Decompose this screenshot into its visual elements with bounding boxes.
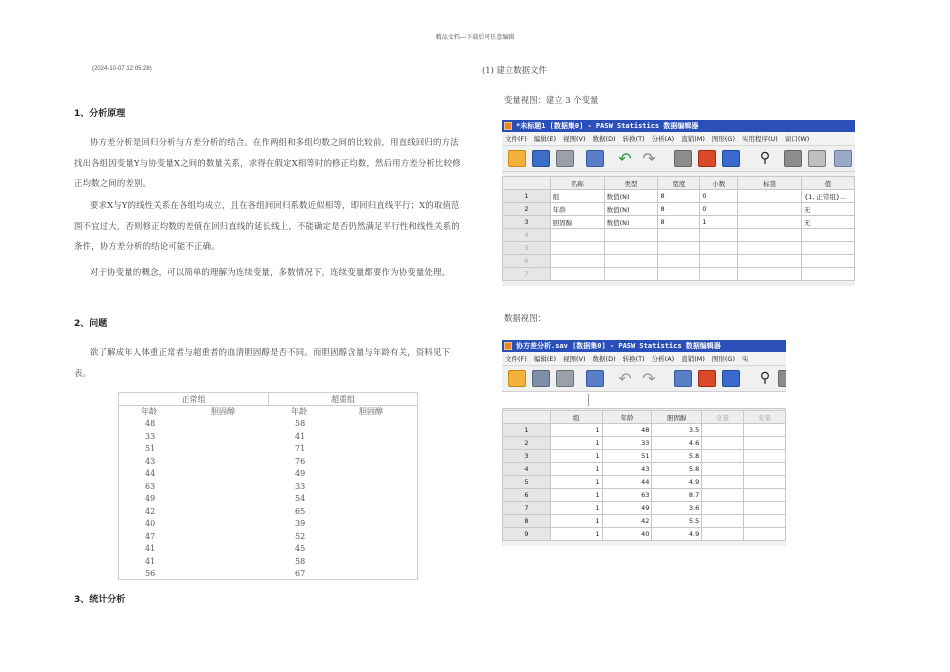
row-number[interactable]: 4 bbox=[503, 463, 551, 476]
variable-row bbox=[503, 203, 855, 216]
cholesterol-cell[interactable]: 4.9 bbox=[652, 528, 702, 541]
print-icon[interactable] bbox=[556, 150, 574, 167]
col-header-width[interactable]: 宽度 bbox=[658, 177, 700, 190]
menu-item[interactable]: 分析(A) bbox=[651, 135, 675, 143]
row-number[interactable]: 5 bbox=[503, 476, 551, 489]
normal-age-cell: 43 bbox=[145, 456, 156, 466]
group-cell[interactable]: 1 bbox=[550, 463, 602, 476]
window-title-bar bbox=[502, 120, 855, 132]
overweight-age-cell: 41 bbox=[295, 431, 306, 441]
empty-cell[interactable] bbox=[702, 476, 744, 489]
section2-paragraph: 欲了解成年人体重正常者与超重者的血清胆固醇是否不同。而胆固醇含量与年龄有关，资料见下表。 bbox=[74, 347, 451, 378]
undo-icon[interactable]: ↶ bbox=[618, 149, 632, 168]
variable-view-caption: 变量视图：建立 3 个变量 bbox=[504, 95, 599, 105]
open-folder-icon[interactable] bbox=[508, 150, 526, 167]
normal-age-cell: 48 bbox=[145, 419, 156, 428]
goto-case-icon[interactable] bbox=[674, 150, 692, 167]
normal-age-cell: 63 bbox=[145, 481, 156, 491]
menu-item[interactable]: 文件(F) bbox=[505, 135, 527, 143]
menu-item[interactable]: 图形(G) bbox=[711, 355, 735, 363]
normal-age-header: 年龄 bbox=[141, 407, 157, 416]
empty-cell[interactable] bbox=[801, 255, 854, 268]
empty-cell[interactable] bbox=[700, 268, 738, 281]
timestamp: (2024-10-07 12:05:28) bbox=[92, 66, 152, 72]
variable-view-grid bbox=[502, 176, 855, 281]
empty-cell[interactable] bbox=[702, 502, 744, 515]
col-header-label[interactable]: 标签 bbox=[738, 177, 802, 190]
empty-variable-row bbox=[503, 242, 855, 255]
overweight-age-cell: 49 bbox=[295, 469, 306, 478]
group-cell[interactable]: 1 bbox=[550, 450, 602, 463]
goto-case-icon[interactable] bbox=[674, 370, 692, 387]
empty-cell[interactable] bbox=[801, 242, 854, 255]
variable-type-cell[interactable]: 数值(N) bbox=[604, 203, 658, 216]
menu-item[interactable]: 文件(F) bbox=[505, 355, 527, 363]
empty-cell[interactable] bbox=[702, 528, 744, 541]
variable-type-cell[interactable]: 数值(N) bbox=[604, 216, 658, 229]
find-icon[interactable]: ⚲ bbox=[759, 150, 771, 166]
overweight-age-cell: 33 bbox=[295, 481, 306, 491]
row-number[interactable]: 7 bbox=[503, 502, 551, 515]
row-number[interactable]: 5 bbox=[503, 242, 551, 255]
menu-item[interactable]: 图形(G) bbox=[711, 135, 735, 143]
col-header-cholesterol[interactable]: 胆固醇 bbox=[652, 411, 702, 424]
empty-cell[interactable] bbox=[702, 424, 744, 437]
variable-name-cell[interactable]: 年龄 bbox=[550, 203, 604, 216]
variable-values-cell[interactable]: 无 bbox=[801, 216, 854, 229]
redo-icon[interactable]: ↷ bbox=[642, 369, 656, 388]
document-header-note: 精品文档---下载后可任意编辑 bbox=[435, 34, 515, 41]
case-row bbox=[503, 437, 786, 450]
menu-item[interactable]: 转换(T) bbox=[622, 355, 645, 363]
col-header-age[interactable]: 年龄 bbox=[602, 411, 652, 424]
empty-cell[interactable] bbox=[702, 463, 744, 476]
menu-item[interactable]: 数据(D) bbox=[592, 355, 616, 363]
variables-icon[interactable] bbox=[722, 370, 740, 387]
goto-variable-icon[interactable] bbox=[698, 150, 716, 167]
dialog-recall-icon[interactable] bbox=[586, 150, 604, 167]
empty-cell[interactable] bbox=[658, 255, 700, 268]
empty-cell[interactable] bbox=[550, 255, 604, 268]
age-cell[interactable]: 44 bbox=[602, 476, 652, 489]
normal-cholesterol-header: 胆固醇 bbox=[211, 407, 235, 416]
menu-item[interactable]: 视图(V) bbox=[563, 135, 586, 143]
empty-cell[interactable] bbox=[801, 229, 854, 242]
data-view-grid bbox=[502, 410, 786, 541]
case-row bbox=[503, 502, 786, 515]
menu-item[interactable]: 数据(D) bbox=[592, 135, 616, 143]
overweight-age-cell: 39 bbox=[295, 519, 306, 528]
variable-name-cell[interactable]: 组 bbox=[550, 190, 604, 203]
empty-cell[interactable] bbox=[702, 437, 744, 450]
cholesterol-cell[interactable]: 5.8 bbox=[652, 463, 702, 476]
section2-heading: 2、问题 bbox=[74, 319, 108, 329]
age-cell[interactable]: 33 bbox=[602, 437, 652, 450]
menu-item[interactable]: 分析(A) bbox=[651, 355, 675, 363]
row-number[interactable]: 2 bbox=[503, 437, 551, 450]
overweight-age-cell: 58 bbox=[295, 419, 306, 428]
empty-cell[interactable] bbox=[702, 489, 744, 502]
empty-cell[interactable] bbox=[702, 450, 744, 463]
empty-cell[interactable] bbox=[744, 463, 786, 476]
row-number[interactable]: 9 bbox=[503, 528, 551, 541]
empty-cell[interactable] bbox=[744, 489, 786, 502]
row-number[interactable]: 6 bbox=[503, 489, 551, 502]
cholesterol-cell[interactable]: 4.6 bbox=[652, 437, 702, 450]
age-cell[interactable]: 40 bbox=[602, 528, 652, 541]
split-file-icon[interactable] bbox=[778, 370, 786, 387]
overweight-age-column bbox=[295, 418, 305, 581]
empty-cell[interactable] bbox=[738, 255, 802, 268]
empty-cell[interactable] bbox=[604, 229, 658, 242]
empty-cell[interactable] bbox=[604, 242, 658, 255]
col-header-decimals[interactable]: 小数 bbox=[700, 177, 738, 190]
menu-item[interactable]: 窗口(W) bbox=[784, 135, 810, 143]
col-header-var-empty-1[interactable]: 变量 bbox=[702, 411, 744, 424]
save-icon[interactable] bbox=[532, 150, 550, 167]
toolbar bbox=[502, 366, 786, 392]
menu-item[interactable]: 直销(M) bbox=[681, 135, 705, 143]
case-row bbox=[503, 528, 786, 541]
cell-editor-divider bbox=[588, 394, 589, 406]
empty-cell[interactable] bbox=[744, 437, 786, 450]
row-number[interactable]: 3 bbox=[503, 216, 551, 229]
spss-variable-view-window bbox=[502, 120, 855, 286]
overweight-age-cell: 65 bbox=[295, 506, 306, 516]
normal-age-cell: 42 bbox=[145, 506, 156, 516]
group-normal-header: 正常组 bbox=[119, 393, 269, 406]
row-number[interactable]: 8 bbox=[503, 515, 551, 528]
normal-age-cell: 41 bbox=[145, 544, 156, 553]
overweight-age-cell: 54 bbox=[295, 494, 306, 503]
spss-app-icon bbox=[504, 122, 512, 130]
empty-cell[interactable] bbox=[738, 268, 802, 281]
menu-bar bbox=[502, 352, 786, 366]
open-folder-icon[interactable] bbox=[508, 370, 526, 387]
group-cell[interactable]: 1 bbox=[550, 528, 602, 541]
col-header-type[interactable]: 类型 bbox=[604, 177, 658, 190]
menu-item[interactable]: 视图(V) bbox=[563, 355, 586, 363]
empty-cell[interactable] bbox=[744, 528, 786, 541]
case-row bbox=[503, 489, 786, 502]
variable-row bbox=[503, 216, 855, 229]
variable-label-cell[interactable] bbox=[738, 216, 802, 229]
variable-label-cell[interactable] bbox=[738, 190, 802, 203]
redo-icon[interactable]: ↷ bbox=[642, 149, 656, 168]
case-row bbox=[503, 450, 786, 463]
empty-cell[interactable] bbox=[604, 268, 658, 281]
menu-item[interactable]: 实用程序(U) bbox=[741, 135, 778, 143]
empty-cell[interactable] bbox=[658, 268, 700, 281]
overweight-age-cell: 45 bbox=[295, 544, 306, 553]
empty-cell[interactable] bbox=[738, 229, 802, 242]
empty-variable-row bbox=[503, 268, 855, 281]
empty-cell[interactable] bbox=[550, 242, 604, 255]
menu-item[interactable]: 转换(T) bbox=[622, 135, 645, 143]
window-title-bar bbox=[502, 340, 786, 352]
row-number[interactable]: 1 bbox=[503, 424, 551, 437]
cholesterol-cell[interactable]: 5.8 bbox=[652, 450, 702, 463]
spss-app-icon bbox=[504, 342, 512, 350]
normal-age-cell: 33 bbox=[145, 431, 156, 441]
variables-icon[interactable] bbox=[722, 150, 740, 167]
undo-icon[interactable]: ↶ bbox=[618, 369, 632, 388]
save-icon[interactable] bbox=[532, 370, 550, 387]
empty-cell[interactable] bbox=[744, 450, 786, 463]
age-cell[interactable]: 43 bbox=[602, 463, 652, 476]
age-cell[interactable]: 48 bbox=[602, 424, 652, 437]
variable-decimals-cell[interactable]: 0 bbox=[700, 190, 738, 203]
section1-paragraph-1: 协方差分析是回归分析与方差分析的结合。在作两组和多组均数之间的比较前，用直线回归的方法找出各组因变量Y与协变量X之间的数量关系，求得在假定X相等时的修正均数，然后用方差分析比较修正均数之间的差别。 bbox=[74, 137, 461, 188]
window-title: *未标题1 [数据集0] - PASW Statistics 数据编辑器 bbox=[516, 122, 699, 130]
empty-cell[interactable] bbox=[550, 268, 604, 281]
group-cell[interactable]: 1 bbox=[550, 424, 602, 437]
case-row bbox=[503, 424, 786, 437]
normal-age-cell: 49 bbox=[145, 494, 156, 503]
menu-bar bbox=[502, 132, 855, 146]
empty-cell[interactable] bbox=[700, 229, 738, 242]
age-cell[interactable]: 49 bbox=[602, 502, 652, 515]
variable-label-cell[interactable] bbox=[738, 203, 802, 216]
print-icon[interactable] bbox=[556, 370, 574, 387]
weight-cases-icon[interactable] bbox=[808, 150, 826, 167]
split-file-icon[interactable] bbox=[784, 150, 802, 167]
empty-cell[interactable] bbox=[658, 229, 700, 242]
variable-width-cell[interactable]: 8 bbox=[658, 203, 700, 216]
data-view-caption: 数据视图： bbox=[504, 313, 546, 323]
overweight-cholesterol-header: 胆固醇 bbox=[359, 407, 383, 416]
menu-item[interactable]: 编辑(E) bbox=[533, 355, 556, 363]
normal-age-cell: 44 bbox=[145, 469, 156, 478]
variable-values-cell[interactable]: 无 bbox=[801, 203, 854, 216]
normal-age-cell: 40 bbox=[145, 519, 156, 528]
menu-item[interactable]: 实 bbox=[741, 355, 749, 363]
empty-cell[interactable] bbox=[744, 515, 786, 528]
cholesterol-cell[interactable]: 5.5 bbox=[652, 515, 702, 528]
window-title: 协方差分析.sav [数据集0] - PASW Statistics 数据编辑器 bbox=[516, 342, 721, 350]
cholesterol-data-table bbox=[118, 392, 418, 580]
normal-age-cell: 47 bbox=[145, 531, 156, 541]
group-cell[interactable]: 1 bbox=[550, 476, 602, 489]
overweight-age-header: 年龄 bbox=[291, 407, 307, 416]
group-cell[interactable]: 1 bbox=[550, 489, 602, 502]
group-cell[interactable]: 1 bbox=[550, 515, 602, 528]
variable-width-cell[interactable]: 8 bbox=[658, 216, 700, 229]
empty-cell[interactable] bbox=[738, 242, 802, 255]
goto-variable-icon[interactable] bbox=[698, 370, 716, 387]
menu-item[interactable]: 编辑(E) bbox=[533, 135, 556, 143]
dialog-recall-icon[interactable] bbox=[586, 370, 604, 387]
variable-decimals-cell[interactable]: 0 bbox=[700, 203, 738, 216]
age-cell[interactable]: 63 bbox=[602, 489, 652, 502]
empty-cell[interactable] bbox=[801, 268, 854, 281]
cholesterol-cell[interactable]: 4.9 bbox=[652, 476, 702, 489]
empty-cell[interactable] bbox=[658, 242, 700, 255]
col-header-values[interactable]: 值 bbox=[801, 177, 854, 190]
section1-paragraph-3: 对于协变量的概念，可以简单的理解为连续变量，多数情况下，连续变量都要作为协变量处理。 bbox=[90, 267, 451, 277]
cholesterol-cell[interactable]: 8.7 bbox=[652, 489, 702, 502]
toolbar bbox=[502, 146, 855, 172]
menu-item[interactable]: 直销(M) bbox=[681, 355, 705, 363]
overweight-age-cell: 71 bbox=[295, 444, 306, 453]
section3-heading: 3、统计分析 bbox=[74, 595, 126, 605]
normal-age-column bbox=[145, 418, 155, 581]
empty-cell[interactable] bbox=[550, 229, 604, 242]
cholesterol-cell[interactable]: 3.5 bbox=[652, 424, 702, 437]
variable-name-cell[interactable]: 胆固醇 bbox=[550, 216, 604, 229]
row-number[interactable]: 4 bbox=[503, 229, 551, 242]
cell-editor-bar[interactable] bbox=[502, 392, 786, 409]
row-number-header bbox=[503, 411, 551, 424]
group-overweight-header: 超重组 bbox=[269, 393, 417, 406]
row-number[interactable]: 6 bbox=[503, 255, 551, 268]
col-header-name[interactable]: 名称 bbox=[550, 177, 604, 190]
age-cell[interactable]: 51 bbox=[602, 450, 652, 463]
empty-cell[interactable] bbox=[744, 502, 786, 515]
variable-width-cell[interactable]: 8 bbox=[658, 190, 700, 203]
empty-cell[interactable] bbox=[700, 255, 738, 268]
normal-age-cell: 51 bbox=[145, 444, 156, 453]
empty-variable-row bbox=[503, 255, 855, 268]
overweight-age-cell: 52 bbox=[295, 531, 306, 541]
age-cell[interactable]: 42 bbox=[602, 515, 652, 528]
find-icon[interactable]: ⚲ bbox=[759, 370, 771, 386]
empty-cell[interactable] bbox=[604, 255, 658, 268]
overweight-age-cell: 67 bbox=[295, 569, 306, 578]
variable-decimals-cell[interactable]: 1 bbox=[700, 216, 738, 229]
row-number[interactable]: 1 bbox=[503, 190, 551, 203]
row-number[interactable]: 7 bbox=[503, 268, 551, 281]
overweight-age-cell: 58 bbox=[295, 556, 306, 566]
empty-cell[interactable] bbox=[700, 242, 738, 255]
empty-cell[interactable] bbox=[702, 515, 744, 528]
normal-age-cell: 56 bbox=[145, 569, 156, 578]
empty-cell[interactable] bbox=[744, 476, 786, 489]
normal-age-cell: 41 bbox=[145, 556, 156, 566]
variable-values-cell[interactable]: {1, 正常组}... bbox=[801, 190, 854, 203]
section1-heading: 1、分析原理 bbox=[74, 109, 126, 119]
spss-data-view-window bbox=[502, 340, 786, 546]
row-number[interactable]: 2 bbox=[503, 203, 551, 216]
variable-type-cell[interactable]: 数值(N) bbox=[604, 190, 658, 203]
cholesterol-cell[interactable]: 3.6 bbox=[652, 502, 702, 515]
row-number[interactable]: 3 bbox=[503, 450, 551, 463]
overweight-age-cell: 76 bbox=[295, 456, 306, 466]
col-header-group[interactable]: 组 bbox=[550, 411, 602, 424]
case-row bbox=[503, 463, 786, 476]
col-header-var-empty-2[interactable]: 变量 bbox=[744, 411, 786, 424]
step-title: (1) 建立数据文件 bbox=[482, 65, 547, 75]
group-cell[interactable]: 1 bbox=[550, 437, 602, 450]
row-number-header bbox=[503, 177, 551, 190]
variable-row bbox=[503, 190, 855, 203]
empty-variable-row bbox=[503, 229, 855, 242]
empty-cell[interactable] bbox=[744, 424, 786, 437]
section1-paragraph-2: 要求X与Y的线性关系在各组均成立，且在各组间回归系数近似相等，即回归直线平行；X的取值范围不宜过大，否则修正均数的差值在回归直线的延长线上，不能确定是否仍然满足平行性和线性关系的条件，协方差分析的结论可能不正确。 bbox=[74, 200, 460, 251]
case-row bbox=[503, 515, 786, 528]
value-labels-icon[interactable] bbox=[834, 150, 852, 167]
group-cell[interactable]: 1 bbox=[550, 502, 602, 515]
case-row bbox=[503, 476, 786, 489]
